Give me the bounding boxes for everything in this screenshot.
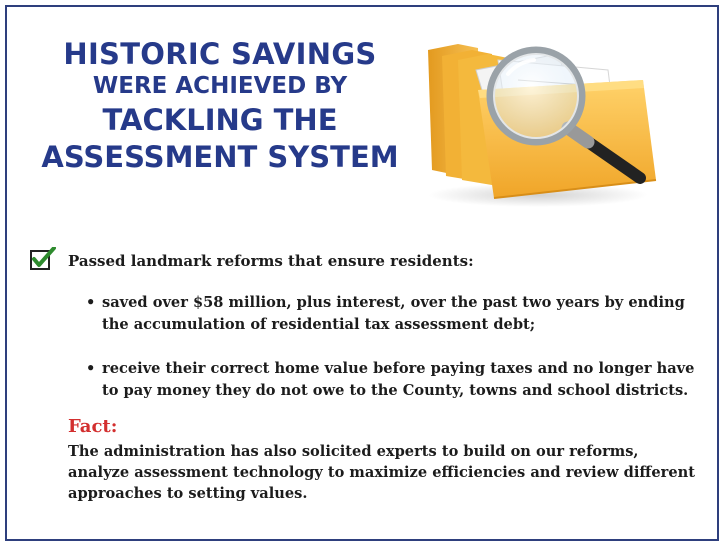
- folders-magnifying-glass-icon: [418, 30, 668, 210]
- list-item: [86, 292, 706, 336]
- title-line-2: WERE ACHIEVED BY: [92, 73, 348, 100]
- list-item: [86, 358, 706, 402]
- title-line-4: ASSESSMENT SYSTEM: [41, 139, 399, 174]
- title-line-1: HISTORIC SAVINGS: [63, 37, 377, 71]
- bullet-list: [86, 292, 706, 424]
- title-line-3: TACKLING THE: [102, 103, 338, 138]
- bullet-dot-icon: •: [86, 360, 96, 377]
- bullet-text: saved over $58 million, plus interest, over the past two years by ending the accumulation of residential tax assessment debt;: [102, 294, 685, 333]
- lead-text: Passed landmark reforms that ensure residents:: [68, 252, 474, 270]
- fact-label: Fact:: [68, 416, 118, 437]
- bullet-dot-icon: •: [86, 294, 96, 311]
- checkbox-checked-icon: [30, 247, 52, 269]
- bullet-text: receive their correct home value before paying taxes and no longer have to pay money they do not owe to the County, towns and school districts.: [102, 360, 695, 399]
- fact-text: The administration has also solicited experts to build on our reforms, analyze assessment technology to maximize efficiencies and review different approaches to setting values.: [68, 443, 695, 502]
- page-title: [20, 38, 420, 173]
